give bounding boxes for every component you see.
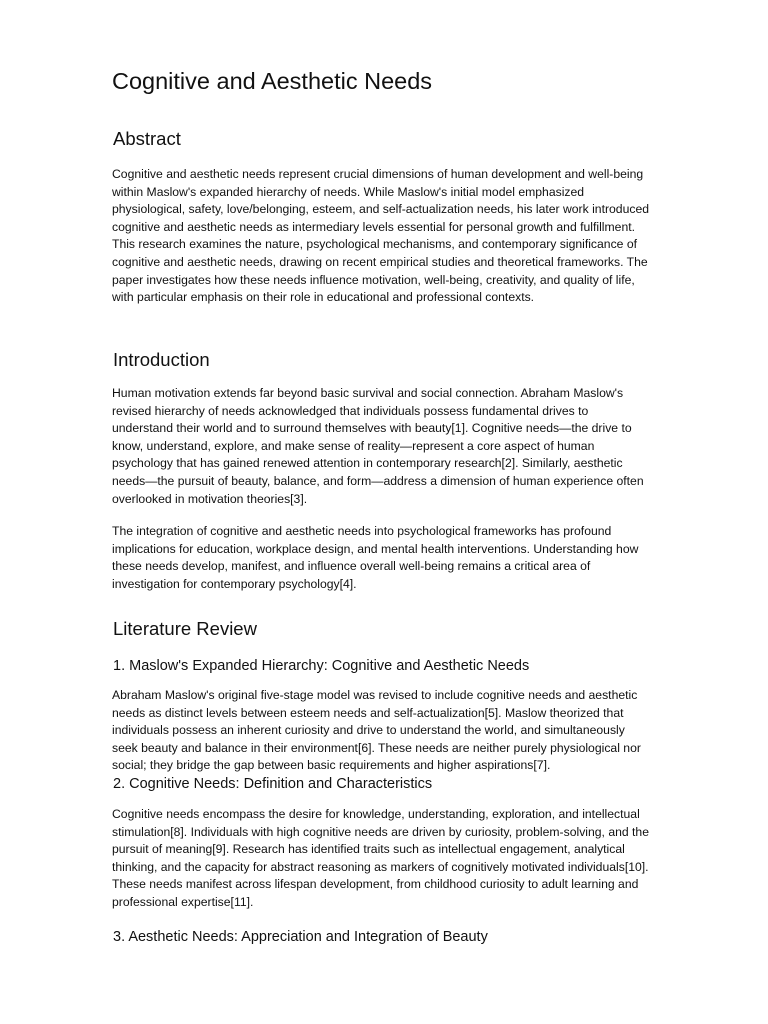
- introduction-heading: Introduction: [113, 349, 210, 370]
- abstract-paragraph: Cognitive and aesthetic needs represent crucial dimensions of human development and well-being within Maslow's expanded hierarchy of needs. While Maslow's initial model emphasized physiological, safety, love/belonging, esteem, and self-actualization needs, his later work introduced cognitive and aesthetic needs as intermediary levels essential for personal growth and fulfillment. This research examines the nature, psychological mechanisms, and contemporary significance of cognitive and aesthetic needs, drawing on recent empirical studies and theoretical frameworks. The paper investigates how these needs influence motivation, well-being, creativity, and quality of life, with particular emphasis on their role in educational and professional contexts.: [112, 167, 650, 305]
- subsection-paragraph-1: Abraham Maslow's original five-stage model was revised to include cognitive needs and aesthetic needs as distinct levels between esteem needs and self-actualization[5]. Maslow theorized that individuals possess an inherent curiosity and drive to understand the world, and simultaneously seek beauty and balance in their environment[6]. These needs are neither purely physiological nor social; they bridge the gap between basic requirements and higher aspirations[7].: [112, 688, 641, 773]
- introduction-paragraph-2: The integration of cognitive and aesthetic needs into psychological frameworks has profound implications for education, workplace design, and mental health interventions. Understanding how these needs develop, manifest, and influence overall well-being remains a critical area of investigation for contemporary psychology[4].: [112, 524, 639, 591]
- abstract-heading: Abstract: [113, 128, 181, 149]
- subsection-heading-1: 1. Maslow's Expanded Hierarchy: Cognitive and Aesthetic Needs: [113, 658, 530, 674]
- introduction-paragraph-1: Human motivation extends far beyond basic survival and social connection. Abraham Maslow's revised hierarchy of needs acknowledged that individuals possess fundamental drives to understand their world and to surround themselves with beauty[1]. Cognitive needs—the drive to know, understand, explore, and make sense of reality—represent a core aspect of human psychology that has gained renewed attention in contemporary research[2]. Similarly, aesthetic needs—the pursuit of beauty, balance, and form—address a dimension of human experience often overlooked in motivation theories[3].: [112, 386, 644, 506]
- subsection-heading-2: 2. Cognitive Needs: Definition and Characteristics: [113, 776, 433, 792]
- document-title: Cognitive and Aesthetic Needs: [112, 68, 433, 94]
- subsection-heading-3: 3. Aesthetic Needs: Appreciation and Integration of Beauty: [113, 929, 488, 945]
- subsection-paragraph-2: Cognitive needs encompass the desire for knowledge, understanding, exploration, and intellectual stimulation[8]. Individuals with high cognitive needs are driven by curiosity, problem-solving, and the pursuit of meaning[9]. Research has identified traits such as intellectual engagement, analytical thinking, and the capacity for abstract reasoning as markers of cognitively motivated individuals[10]. These needs manifest across lifespan development, from childhood curiosity to adult learning and professional expertise[11].: [112, 807, 649, 909]
- literature-review-heading: Literature Review: [113, 618, 257, 639]
